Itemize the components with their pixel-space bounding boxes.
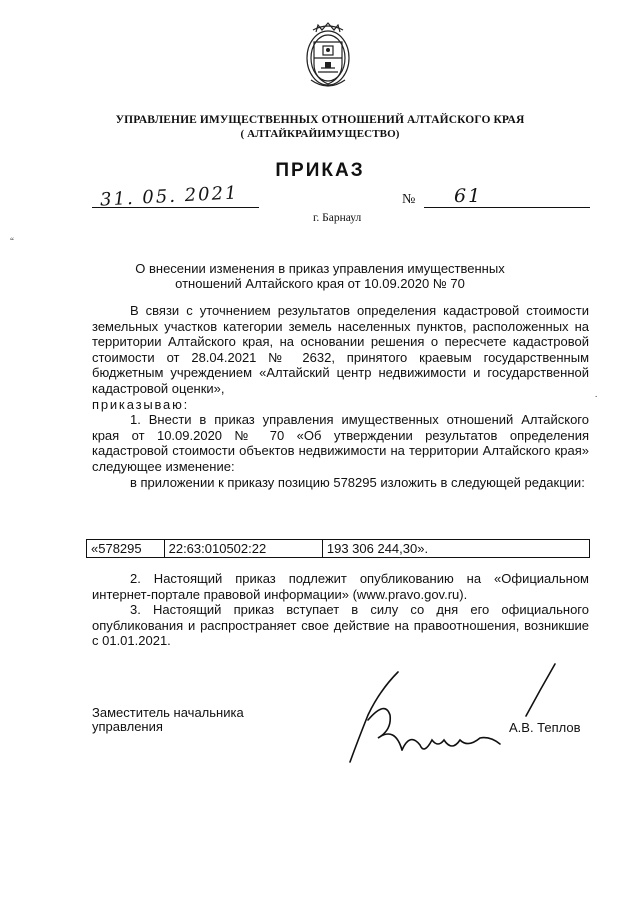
margin-dot: . xyxy=(595,389,598,399)
cadastral-number-cell: 22:63:010502:22 xyxy=(164,540,322,558)
city-label: г. Барнаул xyxy=(313,212,362,224)
document-title: ПРИКАЗ xyxy=(275,160,365,181)
signer-title xyxy=(92,706,244,734)
item-2-paragraph: 2. Настоящий приказ подлежит опубликованию на «Официальном интернет-портале правовой информации» (www.pravo.gov.ru). xyxy=(92,571,589,602)
item-3-paragraph: 3. Настоящий приказ вступает в силу со дня его официального опубликования и распространяет свое действие на правоотношения, возникшие с 01.01.2021. xyxy=(92,602,589,649)
order-date: 31. 05. 2021 xyxy=(99,182,239,211)
item-1-paragraph: 1. Внести в приказ управления имущественных отношений Алтайского края от 10.09.2020 № 70 «Об утверждении результатов определения кадастровой стоимости объектов недвижимости на территории Алтайского края» следующее изменение: xyxy=(92,412,589,474)
order-body-part-1 xyxy=(92,303,589,490)
order-number: 61 xyxy=(454,185,483,207)
number-sign: № xyxy=(402,192,416,207)
item-1-detail-paragraph: в приложении к приказу позицию 578295 изложить в следующей редакции: xyxy=(130,474,585,490)
position-cell: «578295 xyxy=(87,540,165,558)
signer-title-line-2: управления xyxy=(92,719,163,734)
order-body-part-2 xyxy=(92,571,589,649)
margin-mark: “ xyxy=(10,236,14,246)
organization-name: УПРАВЛЕНИЕ ИМУЩЕСТВЕННЫХ ОТНОШЕНИЙ АЛТАЙСКОГО КРАЯ xyxy=(115,114,525,126)
order-word: приказываю: xyxy=(92,396,190,412)
subject-line-2: отношений Алтайского края от 10.09.2020 № 70 xyxy=(175,276,465,291)
handwritten-signature xyxy=(340,660,570,770)
signer-title-line-1: Заместитель начальника xyxy=(92,705,244,720)
cadastral-value-cell: 193 306 244,30». xyxy=(322,540,589,558)
order-subject xyxy=(0,261,640,291)
date-underline xyxy=(92,207,259,208)
position-table xyxy=(86,539,590,558)
organization-short-name: ( АЛТАЙКРАЙИМУЩЕСТВО) xyxy=(240,128,400,140)
subject-line-1: О внесении изменения в приказ управления имущественных xyxy=(135,261,505,276)
table-row xyxy=(87,540,590,558)
number-underline xyxy=(424,207,590,208)
preamble-paragraph: В связи с уточнением результатов определения кадастровой стоимости земельных участков категории земель населенных пунктов, расположенных на территории Алтайского края, на основании решения о пересчете кадастровой стоимости от 28.04.2021 № 2632, принятого краевым государственным бюджетным учреждением «Алтайский центр недвижимости и государственной кадастровой оценки», xyxy=(92,303,589,396)
signer-name: А.В. Теплов xyxy=(509,720,581,735)
coat-of-arms-icon xyxy=(303,20,353,92)
